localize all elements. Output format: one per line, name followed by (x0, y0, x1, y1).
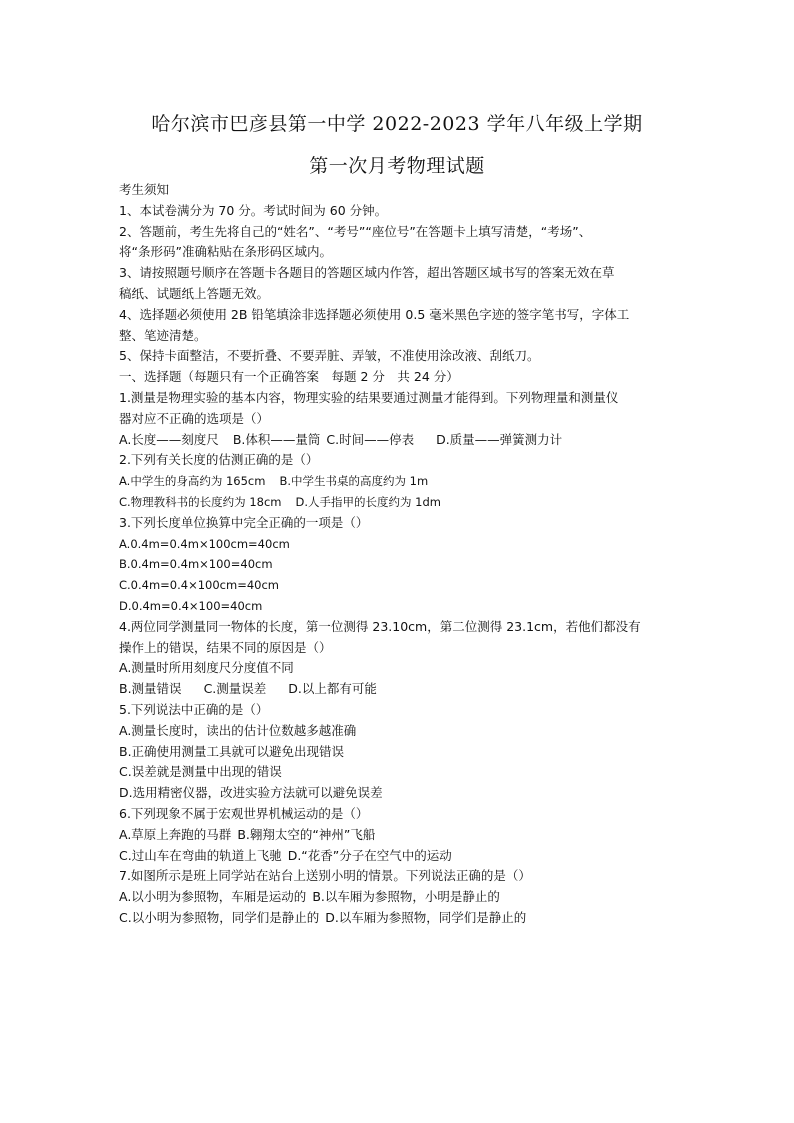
q3-option-c: C.0.4m=0.4×100cm=40cm (119, 578, 280, 593)
question-6-stem: 6.下列现象不属于宏观世界机械运动的是（） (119, 805, 369, 821)
exam-title-line-1: 哈尔滨市巴彦县第一中学 2022-2023 学年八年级上学期 (151, 113, 643, 135)
exam-body (119, 180, 681, 929)
question-1-stem-cont: 器对应不正确的选项是（） (119, 410, 270, 426)
q5-option-d: D.选用精密仪器，改进实验方法就可以避免误差 (119, 785, 383, 801)
q1-option-b: B.体积——量筒 (232, 431, 321, 447)
notice-item: 将“条形码”准确粘贴在条形码区域内。 (119, 244, 332, 260)
question-2-options-row-2 (119, 492, 681, 513)
notice-item: 2、答题前，考生先将自己的“姓名”、“考号”“座位号”在答题卡上填写清楚，“考场”、 (119, 223, 592, 239)
question-2-stem: 2.下列有关长度的估测正确的是（） (119, 452, 319, 468)
q3-option-d: D.0.4m=0.4×100=40cm (119, 598, 263, 613)
q7-option-d: D.以车厢为参照物，同学们是静止的 (325, 909, 527, 925)
q7-option-a: A.以小明为参照物，车厢是运动的 (119, 889, 307, 905)
q1-option-c: C.时间——停表 (326, 431, 415, 447)
exam-title-line-2: 第一次月考物理试题 (309, 155, 485, 177)
q1-option-d: D.质量——弹簧测力计 (436, 431, 563, 447)
question-7-options-row-2 (119, 908, 681, 929)
q3-option-b: B.0.4m=0.4m×100=40cm (119, 557, 273, 572)
question-6-options-row-2 (119, 846, 681, 867)
question-2-options-row-1 (119, 471, 681, 492)
notice-heading: 考生须知 (119, 182, 170, 197)
q4-option-b: B.测量错误 (119, 681, 182, 697)
question-6-options-row-1 (119, 825, 681, 846)
question-3-stem: 3.下列长度单位换算中完全正确的一项是（） (119, 514, 369, 530)
q4-option-a: A.测量时所用刻度尺分度值不同 (119, 660, 294, 676)
q7-option-c: C.以小明为参照物，同学们是静止的 (119, 909, 320, 925)
question-1-stem: 1.测量是物理实验的基本内容，物理实验的结果要通过测量才能得到。下列物理量和测量仪 (119, 389, 619, 405)
question-7-options-row-1 (119, 887, 681, 908)
q7-option-b: B.以车厢为参照物，小明是静止的 (312, 889, 500, 905)
q3-option-a: A.0.4m=0.4m×100cm=40cm (119, 536, 290, 551)
q6-option-a: A.草原上奔跑的马群 (119, 826, 232, 842)
question-4-stem: 4.两位同学测量同一物体的长度，第一位测得 23.10cm，第二位测得 23.1cm，若他们都没有 (119, 618, 641, 634)
notice-item: 整、笔迹清楚。 (119, 327, 207, 343)
question-4-options-row (119, 679, 681, 700)
notice-item: 5、保持卡面整洁，不要折叠、不要弄脏、弄皱，不准使用涂改液、刮纸刀。 (119, 348, 540, 364)
notice-item: 4、选择题必须使用 2B 铅笔填涂非选择题必须使用 0.5 毫米黑色字迹的签字笔书写，字体工 (119, 306, 630, 322)
q2-option-d: D.人手指甲的长度约为 1dm (295, 494, 441, 509)
q2-option-b: B.中学生书桌的高度约为 1m (279, 474, 429, 489)
q4-option-c: C.测量误差 (203, 681, 267, 697)
q5-option-c: C.误差就是测量中出现的错误 (119, 764, 282, 780)
q6-option-c: C.过山车在弯曲的轨道上飞驰 (119, 847, 282, 863)
question-4-stem-cont: 操作上的错误，结果不同的原因是（） (119, 639, 332, 655)
notice-item: 1、本试卷满分为 70 分。考试时间为 60 分钟。 (119, 202, 388, 218)
q6-option-b: B.翱翔太空的“神州”飞船 (237, 826, 376, 842)
question-1-options (119, 430, 681, 451)
q4-option-d: D.以上都有可能 (288, 681, 377, 697)
q6-option-d: D.“花香”分子在空气中的运动 (287, 847, 452, 863)
question-7-stem: 7.如图所示是班上同学站在站台上送别小明的情景。下列说法正确的是（） (119, 868, 531, 884)
question-5-stem: 5.下列说法中正确的是（） (119, 701, 269, 717)
q2-option-a: A.中学生的身高约为 165cm (119, 474, 266, 489)
notice-item: 3、请按照题号顺序在答题卡各题目的答题区域内作答，超出答题区域书写的答案无效在草 (119, 265, 615, 281)
section-heading: 一、选择题（每题只有一个正确答案 每题 2 分 共 24 分） (119, 369, 459, 385)
q2-option-c: C.物理教科书的长度约为 18cm (119, 494, 282, 509)
q1-option-a: A.长度——刻度尺 (119, 431, 219, 447)
exam-title (0, 104, 794, 186)
q5-option-b: B.正确使用测量工具就可以避免出现错误 (119, 743, 345, 759)
notice-item: 稿纸、试题纸上答题无效。 (119, 285, 270, 301)
q5-option-a: A.测量长度时，读出的估计位数越多越准确 (119, 722, 357, 738)
